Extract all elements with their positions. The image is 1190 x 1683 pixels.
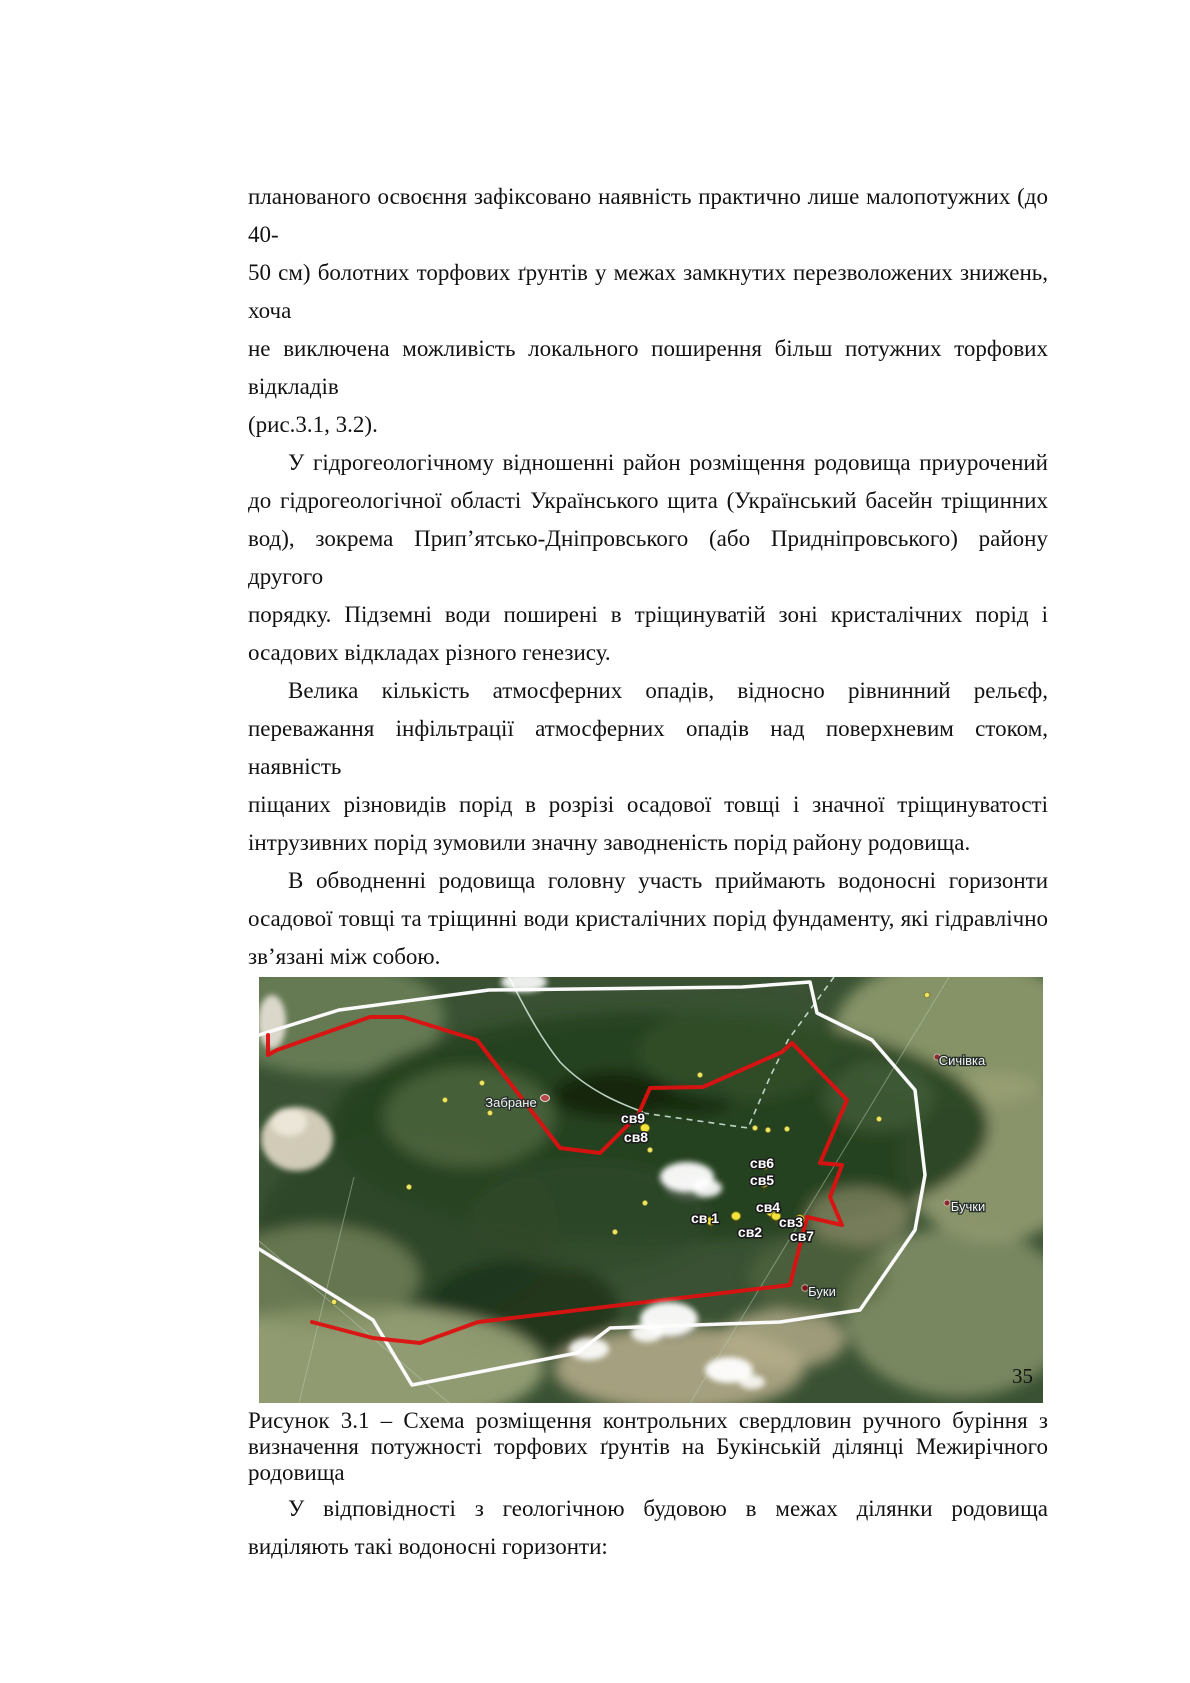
place-label-buchky: Бучки <box>950 1199 986 1214</box>
text-line: родовища <box>248 1460 345 1485</box>
text-line: визначення потужності торфових ґрунтів на Букінській ділянці Межирічного <box>248 1434 1048 1459</box>
text-column <box>248 178 1048 1566</box>
figure-caption <box>248 1408 1048 1486</box>
satellite-map-svg <box>259 977 1043 1403</box>
well-label-sv1: св 1 <box>690 1210 720 1226</box>
well-label-sv3: св3 <box>778 1214 804 1230</box>
text-line: В обводненні родовища головну участь приймають водоносні горизонти <box>288 868 1048 893</box>
text-line: порядку. Підземні води поширені в тріщинуватій зоні кристалічних порід і <box>248 602 1048 627</box>
text-line: до гідрогеологічної області Українського щита (Український басейн тріщинних <box>248 488 1048 513</box>
text-line: переважання інфільтрації атмосферних опадів над поверхневим стоком, наявність <box>248 716 1048 779</box>
paragraph <box>248 672 1048 862</box>
well-label-sv5: св5 <box>749 1172 775 1188</box>
paragraph <box>248 862 1048 976</box>
text-line: інтрузивних порід зумовили значну заводненість порід району родовища. <box>248 830 971 855</box>
text-line: Рисунок 3.1 – Схема розміщення контрольних свердловин ручного буріння з <box>248 1408 1048 1433</box>
paragraph <box>248 178 1048 444</box>
text-line: Велика кількість атмосферних опадів, відносно рівнинний рельєф, <box>288 678 1048 703</box>
text-line: вод), зокрема Прип’ятсько-Дніпровського (або Придніпровського) району другого <box>248 526 1048 589</box>
well-label-sv7: св7 <box>789 1228 815 1244</box>
paragraph <box>248 444 1048 672</box>
page-number: 35 <box>1012 1364 1033 1388</box>
well-label-sv9: св9 <box>620 1110 646 1126</box>
text-line: У відповідності з геологічною будовою в межах ділянки родовища <box>288 1496 1048 1521</box>
text-line: не виключена можливість локального поширення більш потужних торфових відкладів <box>248 336 1048 399</box>
place-label-buky: Буки <box>808 1284 836 1299</box>
well-label-sv4: св4 <box>755 1199 781 1215</box>
text-line: (рис.3.1, 3.2). <box>248 412 378 437</box>
text-line: У гідрогеологічному відношенні район розміщення родовища приурочений <box>288 450 1048 475</box>
well-label-sv6: св6 <box>749 1155 775 1171</box>
closing-paragraph <box>248 1490 1048 1566</box>
text-line: виділяють такі водоносні горизонти: <box>248 1534 608 1559</box>
satellite-map-image <box>259 977 1043 1403</box>
text-line: 50 см) болотних торфових ґрунтів у межах замкнутих перезволожених знижень, хоча <box>248 260 1048 323</box>
well-label-sv2: св2 <box>737 1224 763 1240</box>
body-paragraphs <box>248 178 1048 976</box>
place-label-zabrane: Забране <box>485 1095 537 1110</box>
place-label-sychivka: Сичівка <box>938 1053 986 1068</box>
text-line: осадових відкладах різного генезису. <box>248 640 611 665</box>
figure-3-1 <box>248 977 1048 1486</box>
text-line: зв’язані між собою. <box>248 944 441 969</box>
text-line: осадової товщі та тріщинні води кристалічних порід фундаменту, які гідравлічно <box>248 906 1048 931</box>
text-line: планованого освоєння зафіксовано наявність практично лише малопотужних (до 40- <box>248 184 1048 247</box>
well-label-sv8: св8 <box>623 1129 649 1145</box>
text-line: піщаних різновидів порід в розрізі осадової товщі і значної тріщинуватості <box>248 792 1048 817</box>
